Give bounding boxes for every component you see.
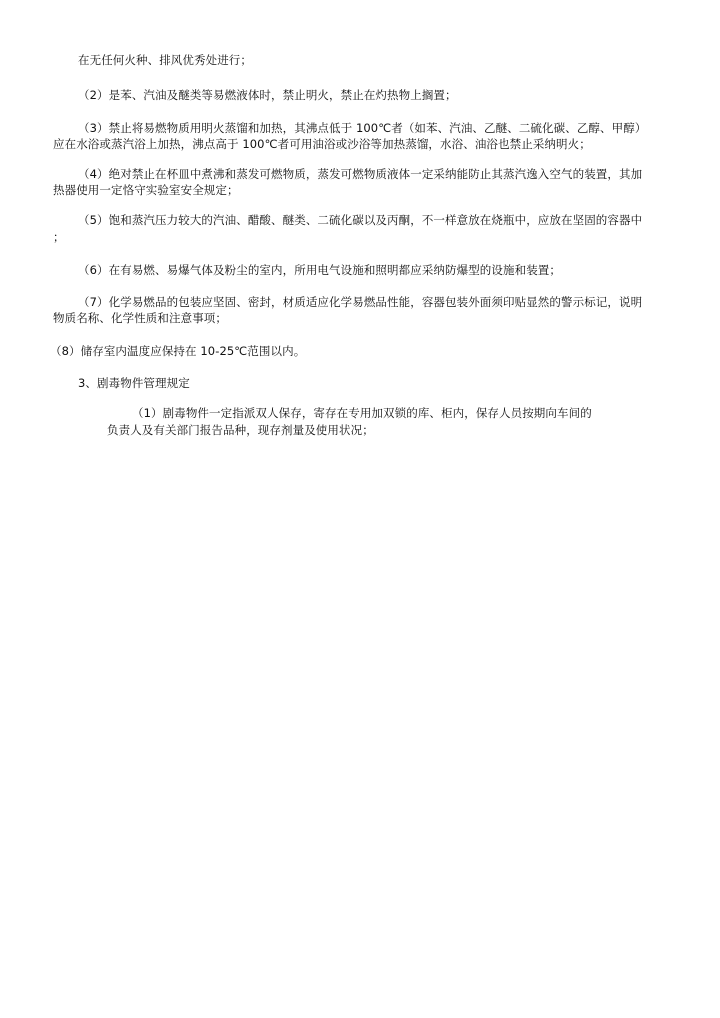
paragraph-8: （8）储存室内温度应保持在 10-25℃范围以内。 [50, 344, 306, 358]
paragraph-3-line-2: 应在水浴或蒸汽浴上加热，沸点高于 100℃者可用油浴或沙浴等加热蒸馏，水浴、油浴也禁止采纳明火； [53, 137, 591, 151]
paragraph-4-line-2: 热器使用一定恪守实验室安全规定； [53, 183, 239, 197]
section-3-heading: 3、剧毒物件管理规定 [78, 376, 190, 390]
section-3-item-1-line-1: （1）剧毒物件一定指派双人保存，寄存在专用加双锁的库、柜内，保存人员按期向车间的 [132, 406, 592, 420]
paragraph-0: 在无任何火种、排风优秀处进行； [78, 53, 252, 67]
section-3-item-1-line-2: 负责人及有关部门报告品种，现存剂量及使用状况； [107, 423, 374, 437]
paragraph-4-line-1: （4）绝对禁止在杯皿中煮沸和蒸发可燃物质，蒸发可燃物质液体一定采纳能防止其蒸汽逸入空气的装置，其加 [78, 167, 643, 181]
paragraph-6: （6）在有易燃、易爆气体及粉尘的室内，所用电气设施和照明都应采纳防爆型的设施和装置； [78, 263, 562, 277]
paragraph-2: （2）是苯、汽油及醚类等易燃液体时，禁止明火，禁止在灼热物上搁置； [78, 88, 457, 102]
paragraph-5-line-2: ； [53, 230, 65, 244]
paragraph-7-line-1: （7）化学易燃品的包装应坚固、密封，材质适应化学易燃品性能，容器包装外面须印贴显然的警示标记，说明 [78, 295, 643, 309]
paragraph-3-line-1: （3）禁止将易燃物质用明火蒸馏和加热，其沸点低于 100℃者（如苯、汽油、乙醚、二硫化碳、乙醇、甲醇） [78, 121, 647, 135]
paragraph-5-line-1: （5）饱和蒸汽压力较大的汽油、醋酸、醚类、二硫化碳以及丙酮，不一样意放在烧瓶中，应放在坚固的容器中 [78, 213, 643, 227]
paragraph-7-line-2: 物质名称、化学性质和注意事项； [53, 311, 227, 325]
